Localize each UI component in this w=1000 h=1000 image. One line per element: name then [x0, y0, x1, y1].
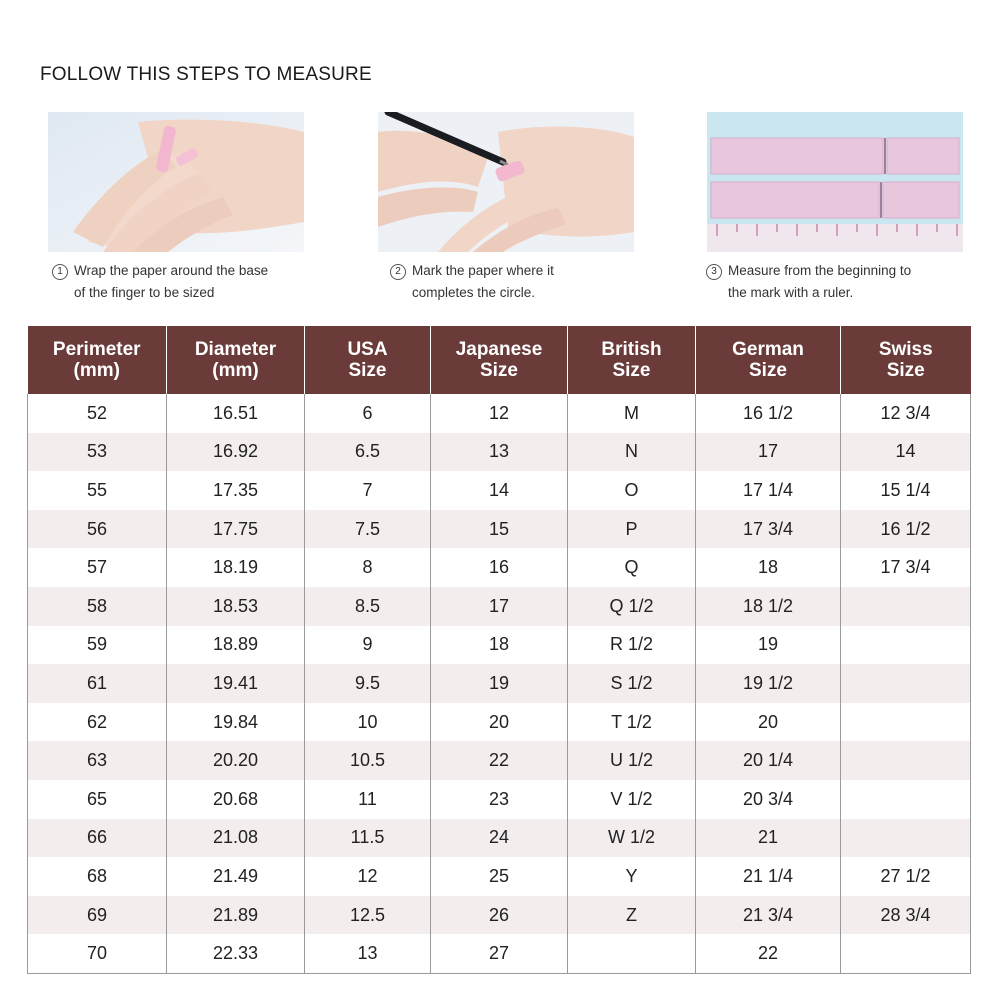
german-size-cell: 20 1/4 — [696, 741, 841, 780]
table-row — [28, 703, 971, 742]
usa-size-cell: 7 — [305, 471, 431, 510]
perimeter-cell: 52 — [28, 394, 167, 433]
usa-size-cell: 7.5 — [305, 510, 431, 549]
swiss-size-cell — [841, 626, 971, 665]
japanese-size-cell: 18 — [431, 626, 568, 665]
swiss-size-cell: 17 3/4 — [841, 548, 971, 587]
usa-size-cell: 11.5 — [305, 819, 431, 858]
swiss-size-cell — [841, 664, 971, 703]
header-line: British — [601, 339, 662, 360]
header-german-size — [696, 326, 841, 394]
header-perimeter — [28, 326, 167, 394]
diameter-cell: 17.35 — [167, 471, 305, 510]
swiss-size-cell — [841, 587, 971, 626]
table-row — [28, 471, 971, 510]
step-1-illustration — [48, 112, 304, 252]
table-row — [28, 587, 971, 626]
perimeter-cell: 63 — [28, 741, 167, 780]
british-size-cell: P — [568, 510, 696, 549]
german-size-cell: 19 1/2 — [696, 664, 841, 703]
diameter-cell: 22.33 — [167, 934, 305, 973]
diameter-cell: 20.20 — [167, 741, 305, 780]
swiss-size-cell — [841, 819, 971, 858]
header-line: (mm) — [212, 360, 259, 381]
header-line: Size — [479, 360, 519, 381]
perimeter-cell: 62 — [28, 703, 167, 742]
perimeter-cell: 56 — [28, 510, 167, 549]
british-size-cell: U 1/2 — [568, 741, 696, 780]
german-size-cell: 20 — [696, 703, 841, 742]
step-1-line-2: of the finger to be sized — [74, 285, 215, 300]
perimeter-cell: 70 — [28, 934, 167, 973]
japanese-size-cell: 16 — [431, 548, 568, 587]
table-body — [28, 394, 971, 973]
swiss-size-cell: 12 3/4 — [841, 394, 971, 433]
japanese-size-cell: 15 — [431, 510, 568, 549]
german-size-cell: 16 1/2 — [696, 394, 841, 433]
usa-size-cell: 9.5 — [305, 664, 431, 703]
perimeter-cell: 65 — [28, 780, 167, 819]
japanese-size-cell: 12 — [431, 394, 568, 433]
header-diameter — [167, 326, 305, 394]
page-title: FOLLOW THIS STEPS TO MEASURE — [40, 64, 372, 85]
diameter-cell: 20.68 — [167, 780, 305, 819]
table-row — [28, 857, 971, 896]
perimeter-cell: 66 — [28, 819, 167, 858]
table-row — [28, 896, 971, 935]
usa-size-cell: 12.5 — [305, 896, 431, 935]
usa-size-cell: 9 — [305, 626, 431, 665]
british-size-cell: Z — [568, 896, 696, 935]
british-size-cell: Q 1/2 — [568, 587, 696, 626]
japanese-size-cell: 19 — [431, 664, 568, 703]
table-row — [28, 780, 971, 819]
british-size-cell: O — [568, 471, 696, 510]
swiss-size-cell — [841, 703, 971, 742]
table-row — [28, 548, 971, 587]
swiss-size-cell — [841, 934, 971, 973]
diameter-cell: 18.19 — [167, 548, 305, 587]
japanese-size-cell: 14 — [431, 471, 568, 510]
british-size-cell: W 1/2 — [568, 819, 696, 858]
table-row — [28, 510, 971, 549]
usa-size-cell: 13 — [305, 934, 431, 973]
table-row — [28, 741, 971, 780]
diameter-cell: 17.75 — [167, 510, 305, 549]
usa-size-cell: 6.5 — [305, 433, 431, 472]
table-header-row — [28, 326, 971, 394]
table-row — [28, 394, 971, 433]
german-size-cell: 17 — [696, 433, 841, 472]
step-3-line-2: the mark with a ruler. — [728, 285, 854, 300]
header-line: Size — [886, 360, 925, 381]
diameter-cell: 21.49 — [167, 857, 305, 896]
step-3-caption — [706, 260, 911, 304]
diameter-cell: 16.92 — [167, 433, 305, 472]
table-row — [28, 819, 971, 858]
ring-size-table — [27, 326, 971, 974]
step-2-line-2: completes the circle. — [412, 285, 536, 300]
japanese-size-cell: 25 — [431, 857, 568, 896]
table-row — [28, 433, 971, 472]
header-line: German — [732, 339, 804, 360]
table-row — [28, 626, 971, 665]
japanese-size-cell: 13 — [431, 433, 568, 472]
step-2-illustration — [378, 112, 634, 252]
german-size-cell: 22 — [696, 934, 841, 973]
header-line: Perimeter — [52, 339, 141, 360]
british-size-cell: Y — [568, 857, 696, 896]
usa-size-cell: 6 — [305, 394, 431, 433]
header-line: Diameter — [194, 339, 277, 360]
step-number-badge: 1 — [52, 264, 68, 280]
perimeter-cell: 69 — [28, 896, 167, 935]
japanese-size-cell: 24 — [431, 819, 568, 858]
british-size-cell: T 1/2 — [568, 703, 696, 742]
step-3-illustration — [707, 112, 963, 252]
perimeter-cell: 61 — [28, 664, 167, 703]
step-number-badge: 3 — [706, 264, 722, 280]
british-size-cell: R 1/2 — [568, 626, 696, 665]
header-line: USA — [347, 339, 388, 360]
swiss-size-cell — [841, 780, 971, 819]
diameter-cell: 21.89 — [167, 896, 305, 935]
japanese-size-cell: 17 — [431, 587, 568, 626]
swiss-size-cell — [841, 741, 971, 780]
diameter-cell: 18.89 — [167, 626, 305, 665]
header-line: Size — [348, 360, 387, 381]
german-size-cell: 20 3/4 — [696, 780, 841, 819]
step-2-caption — [390, 260, 554, 304]
perimeter-cell: 57 — [28, 548, 167, 587]
swiss-size-cell: 28 3/4 — [841, 896, 971, 935]
header-british-size — [568, 326, 696, 394]
german-size-cell: 18 — [696, 548, 841, 587]
german-size-cell: 17 3/4 — [696, 510, 841, 549]
german-size-cell: 21 3/4 — [696, 896, 841, 935]
header-usa-size — [305, 326, 431, 394]
german-size-cell: 18 1/2 — [696, 587, 841, 626]
usa-size-cell: 10.5 — [305, 741, 431, 780]
usa-size-cell: 8 — [305, 548, 431, 587]
swiss-size-cell: 14 — [841, 433, 971, 472]
diameter-cell: 16.51 — [167, 394, 305, 433]
diameter-cell: 21.08 — [167, 819, 305, 858]
step-1-caption — [52, 260, 268, 304]
perimeter-cell: 55 — [28, 471, 167, 510]
header-line: Swiss — [878, 339, 933, 360]
perimeter-cell: 59 — [28, 626, 167, 665]
japanese-size-cell: 20 — [431, 703, 568, 742]
diameter-cell: 19.84 — [167, 703, 305, 742]
header-line: Size — [748, 360, 788, 381]
header-line: (mm) — [73, 360, 120, 381]
british-size-cell: Q — [568, 548, 696, 587]
british-size-cell — [568, 934, 696, 973]
british-size-cell: N — [568, 433, 696, 472]
japanese-size-cell: 23 — [431, 780, 568, 819]
british-size-cell: M — [568, 394, 696, 433]
perimeter-cell: 53 — [28, 433, 167, 472]
japanese-size-cell: 27 — [431, 934, 568, 973]
step-2-line-1: Mark the paper where it — [412, 263, 554, 278]
perimeter-cell: 58 — [28, 587, 167, 626]
swiss-size-cell: 15 1/4 — [841, 471, 971, 510]
diameter-cell: 18.53 — [167, 587, 305, 626]
japanese-size-cell: 22 — [431, 741, 568, 780]
header-line: Size — [612, 360, 651, 381]
german-size-cell: 21 1/4 — [696, 857, 841, 896]
british-size-cell: V 1/2 — [568, 780, 696, 819]
step-3-line-1: Measure from the beginning to — [728, 263, 912, 278]
header-swiss-size — [841, 326, 971, 394]
diameter-cell: 19.41 — [167, 664, 305, 703]
german-size-cell: 17 1/4 — [696, 471, 841, 510]
usa-size-cell: 12 — [305, 857, 431, 896]
usa-size-cell: 8.5 — [305, 587, 431, 626]
swiss-size-cell: 16 1/2 — [841, 510, 971, 549]
perimeter-cell: 68 — [28, 857, 167, 896]
swiss-size-cell: 27 1/2 — [841, 857, 971, 896]
german-size-cell: 19 — [696, 626, 841, 665]
step-1-line-1: Wrap the paper around the base — [74, 263, 269, 278]
usa-size-cell: 11 — [305, 780, 431, 819]
table-row — [28, 664, 971, 703]
step-number-badge: 2 — [390, 264, 406, 280]
japanese-size-cell: 26 — [431, 896, 568, 935]
table-row — [28, 934, 971, 973]
british-size-cell: S 1/2 — [568, 664, 696, 703]
usa-size-cell: 10 — [305, 703, 431, 742]
german-size-cell: 21 — [696, 819, 841, 858]
header-line: Japanese — [455, 339, 543, 360]
header-japanese-size — [431, 326, 568, 394]
